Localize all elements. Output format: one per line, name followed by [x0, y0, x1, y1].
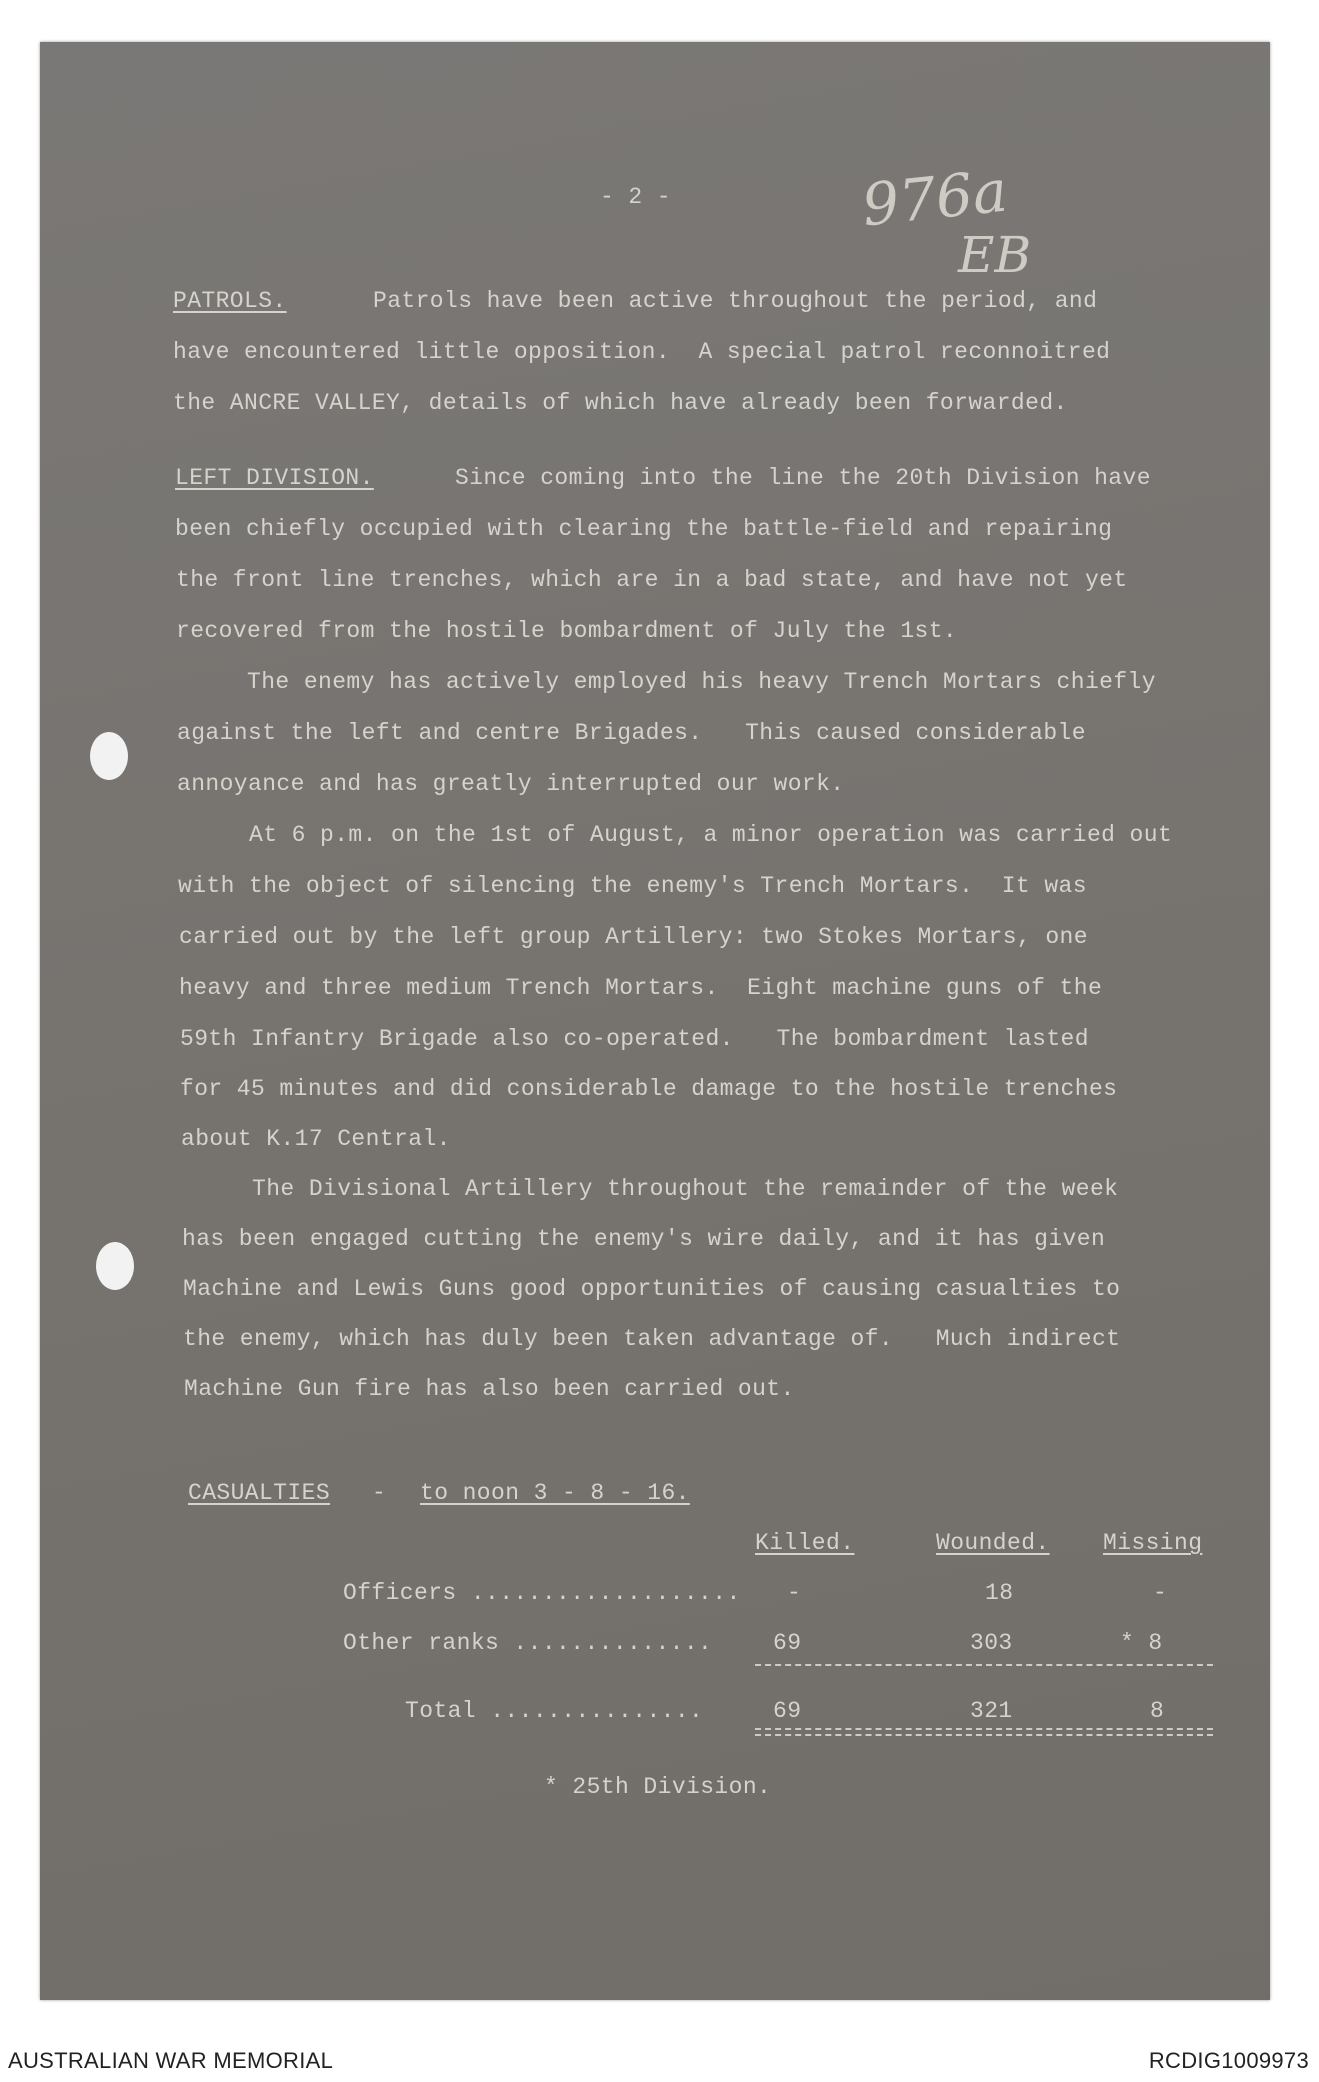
left-division-line: Machine Gun fire has also been carried out.	[184, 1376, 795, 1402]
left-division-line: annoyance and has greatly interrupted our work.	[177, 771, 845, 797]
casualties-dash: -	[372, 1480, 387, 1506]
left-division-line: the front line trenches, which are in a bad state, and have not yet	[176, 567, 1128, 593]
punch-hole-lower	[96, 1242, 134, 1290]
casualties-footnote: * 25th Division.	[544, 1774, 772, 1800]
handwritten-initials: EB	[958, 226, 1032, 284]
left-division-line: The enemy has actively employed his heavy Trench Mortars chiefly	[176, 669, 1156, 695]
page-number: - 2 -	[600, 184, 672, 210]
row-total-missing: 8	[1150, 1698, 1165, 1724]
total-rule-upper	[755, 1728, 1213, 1730]
left-division-line: about K.17 Central.	[181, 1126, 451, 1152]
row-officers-missing: -	[1153, 1580, 1168, 1606]
row-officers-label: Officers ...................	[343, 1580, 741, 1606]
left-division-line: has been engaged cutting the enemy's wire daily, and it has given	[182, 1226, 1106, 1252]
row-other-ranks-wounded: 303	[970, 1630, 1013, 1656]
column-header-killed: Killed.	[755, 1530, 855, 1556]
left-division-line: the enemy, which has duly been taken advantage of. Much indirect	[183, 1326, 1121, 1352]
left-division-line: Machine and Lewis Guns good opportunities of causing casualties to	[183, 1276, 1121, 1302]
row-total-killed: 69	[773, 1698, 802, 1724]
left-division-line: The Divisional Artillery throughout the remainder of the week	[181, 1176, 1119, 1202]
left-division-line: At 6 p.m. on the 1st of August, a minor operation was carried out	[178, 822, 1173, 848]
footer-record-id: RCDIG1009973	[1148, 2048, 1309, 2073]
row-total-label: Total ...............	[405, 1698, 704, 1724]
row-other-ranks-killed: 69	[773, 1630, 802, 1656]
left-division-line: against the left and centre Brigades. This caused considerable	[177, 720, 1086, 746]
row-total-wounded: 321	[970, 1698, 1013, 1724]
column-header-wounded: Wounded.	[936, 1530, 1050, 1556]
left-division-line: for 45 minutes and did considerable damage to the hostile trenches	[180, 1076, 1118, 1102]
left-division-line: Since coming into the line the 20th Division have	[455, 465, 1151, 491]
patrols-line-1: Patrols have been active throughout the period, and	[373, 288, 1098, 314]
casualties-heading: CASUALTIES	[188, 1480, 331, 1506]
left-division-heading: LEFT DIVISION.	[175, 465, 374, 491]
subtotal-rule	[755, 1664, 1213, 1666]
row-other-ranks-missing: * 8	[1120, 1630, 1163, 1656]
column-header-missing: Missing	[1103, 1530, 1203, 1556]
row-officers-wounded: 18	[985, 1580, 1014, 1606]
left-division-line: carried out by the left group Artillery: two Stokes Mortars, one	[179, 924, 1088, 950]
left-division-line: been chiefly occupied with clearing the battle-field and repairing	[175, 516, 1113, 542]
row-other-ranks-label: Other ranks ..............	[343, 1630, 713, 1656]
footer-institution: AUSTRALIAN WAR MEMORIAL	[8, 2048, 334, 2073]
left-division-line: heavy and three medium Trench Mortars. Eight machine guns of the	[179, 975, 1103, 1001]
patrols-heading: PATROLS.	[173, 288, 287, 314]
patrols-line-2: have encountered little opposition. A special patrol reconnoitred	[173, 339, 1111, 365]
left-division-line: 59th Infantry Brigade also co-operated. The bombardment lasted	[180, 1026, 1089, 1052]
patrols-line-3: the ANCRE VALLEY, details of which have already been forwarded.	[173, 390, 1068, 416]
handwritten-reference: 976a	[858, 156, 1011, 240]
casualties-subheading: to noon 3 - 8 - 16.	[420, 1480, 690, 1506]
total-rule-lower	[755, 1734, 1213, 1736]
left-division-line: with the object of silencing the enemy's Trench Mortars. It was	[178, 873, 1087, 899]
row-officers-killed: -	[787, 1580, 802, 1606]
left-division-line: recovered from the hostile bombardment of July the 1st.	[176, 618, 958, 644]
punch-hole-upper	[90, 732, 128, 780]
